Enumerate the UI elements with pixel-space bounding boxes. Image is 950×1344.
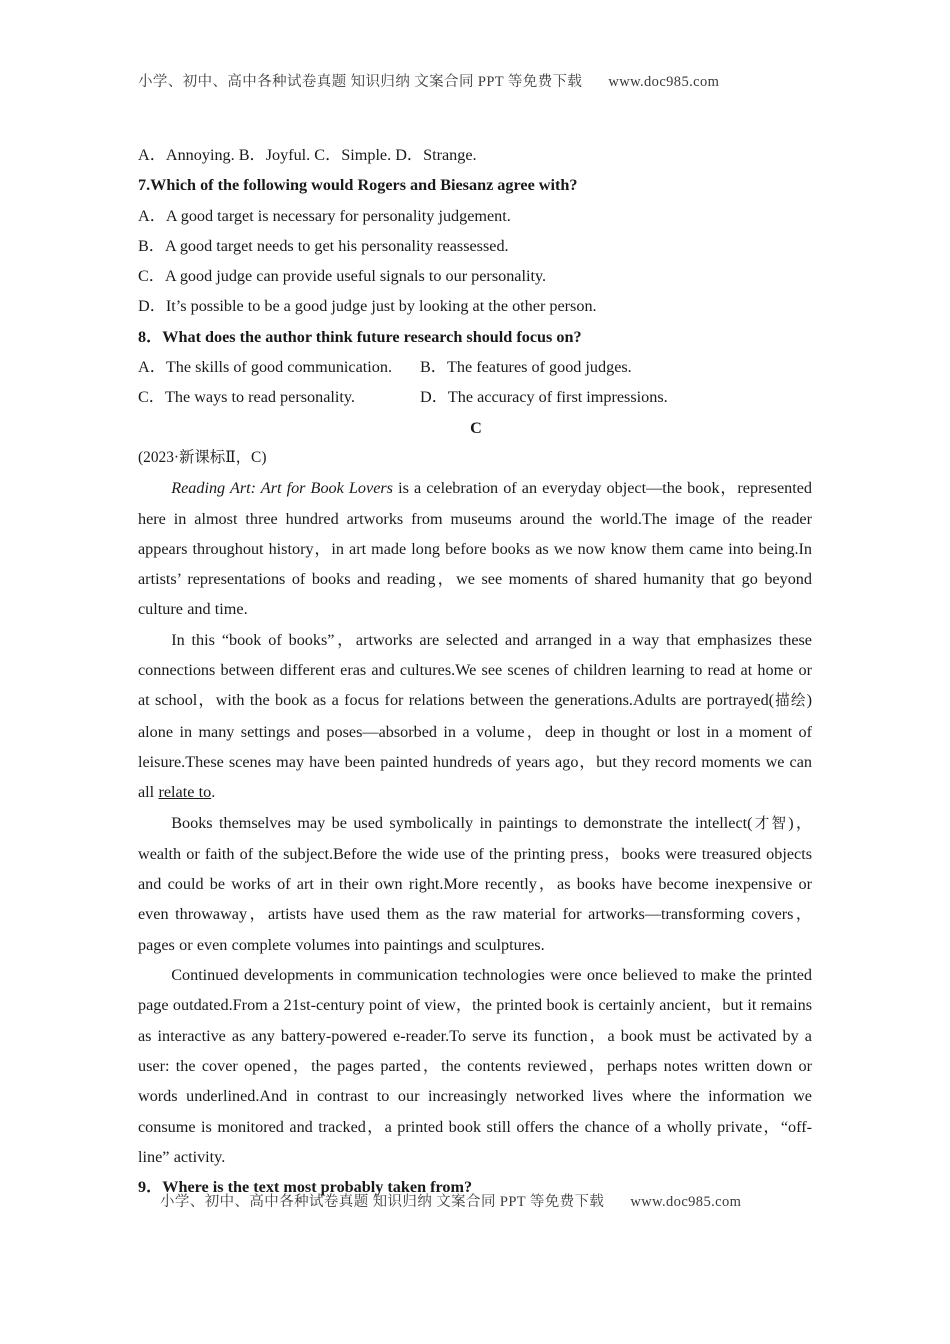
text-run: is a celebration of an everyday object—the book，represented here in almost three hundred artworks from museums around the world.The image of the reader appears throughout history，in art made long before books as we now know them came into being.In artists’ representations of books and reading，we see moments of shared humanity that go beyond culture and time. <box>138 479 812 619</box>
text-run: Books themselves may be used symbolically in paintings to demonstrate the intellect( <box>171 813 753 832</box>
passage-source: (2023·新课标Ⅱ，C) <box>138 448 267 466</box>
underlined-phrase: relate to <box>158 783 212 802</box>
book-title: Reading Art: Art for Book Lovers <box>171 479 393 498</box>
question-8-option-row-1 <box>138 352 812 382</box>
text-run: In this “book of books”，artworks are selected and arranged in a way that emphasizes these connections between different eras and cultures.We see scenes of children learning to read at home or at school，with the book as a focus for relations between the generations.Adults are portrayed( <box>138 630 812 710</box>
question-8-option-b[interactable]: B．The features of good judges. <box>420 358 632 377</box>
question-7-stem: 7.Which of the following would Rogers and Biesanz agree with? <box>138 176 578 195</box>
section-letter <box>138 413 812 443</box>
text-run: )，wealth or faith of the subject.Before the wide use of the printing press，books were treasured objects and could be works of art in their own right.More recently，as books have become inexpensive or even throwaway，artists have used them as the raw material for artworks—transforming covers，pages or even complete volumes into paintings and sculptures. <box>138 813 813 954</box>
question-7-option-c[interactable]: C．A good judge can provide useful signals to our personality. <box>138 267 547 286</box>
document-content <box>138 140 812 1202</box>
header-watermark-text: 小学、初中、高中各种试卷真题 知识归纳 文案合同 PPT 等免费下载 <box>138 74 583 90</box>
question-7-option-a[interactable]: A．A good target is necessary for personality judgement. <box>138 206 511 225</box>
footer-watermark-url: www.doc985.com <box>630 1194 742 1210</box>
question-8-option-row-2 <box>138 382 812 412</box>
question-7-option-d[interactable]: D．It’s possible to be a good judge just by looking at the other person. <box>138 297 597 316</box>
text-run: Continued developments in communication technologies were once believed to make the printed page outdated.From a 21st-century point of view，the printed book is certainly ancient，but it remains as interactive as any battery-powered e-reader.To serve its function，a book must be activated by a user: the cover opened，the pages parted，the contents reviewed，perhaps notes written down or words underlined.And in contrast to our increasingly networked lives where the information we consume is monitored and tracked，a printed book still offers the chance of a wholly private，“off-line” activity. <box>138 966 812 1166</box>
passage-paragraph-2 <box>138 625 812 808</box>
question-8-option-c[interactable]: C．The ways to read personality. <box>138 388 355 407</box>
chinese-gloss: 才智 <box>752 814 789 832</box>
q6-options-line: A．Annoying. B．Joyful. C．Simple. D．Strange. <box>138 146 477 164</box>
header-watermark <box>138 70 812 91</box>
question-8-stem: 8．What does the author think future research should focus on? <box>138 327 582 346</box>
footer-watermark <box>160 1190 834 1211</box>
header-watermark-url: www.doc985.com <box>608 74 720 90</box>
text-run: . <box>211 783 216 802</box>
question-9-stem: 9．Where is the text most probably taken from? <box>138 1178 473 1197</box>
passage-paragraph-3 <box>138 808 812 960</box>
passage-paragraph-1 <box>138 473 812 624</box>
question-7-option-b[interactable]: B．A good target needs to get his personality reassessed. <box>138 236 509 255</box>
footer-watermark-text: 小学、初中、高中各种试卷真题 知识归纳 文案合同 PPT 等免费下载 <box>160 1194 605 1210</box>
question-8-option-a[interactable]: A．The skills of good communication. <box>138 358 393 377</box>
passage-paragraph-4 <box>138 960 812 1172</box>
chinese-gloss: 描绘 <box>774 692 807 710</box>
text-run: ) alone in many settings and poses—absorbed in a volume，deep in thought or lost in a moment of leisure.These scenes may have been painted hundreds of years ago，but they record moments we can all <box>138 691 812 802</box>
question-8-option-d[interactable]: D．The accuracy of first impressions. <box>420 388 668 407</box>
section-letter-text: C <box>470 418 482 437</box>
